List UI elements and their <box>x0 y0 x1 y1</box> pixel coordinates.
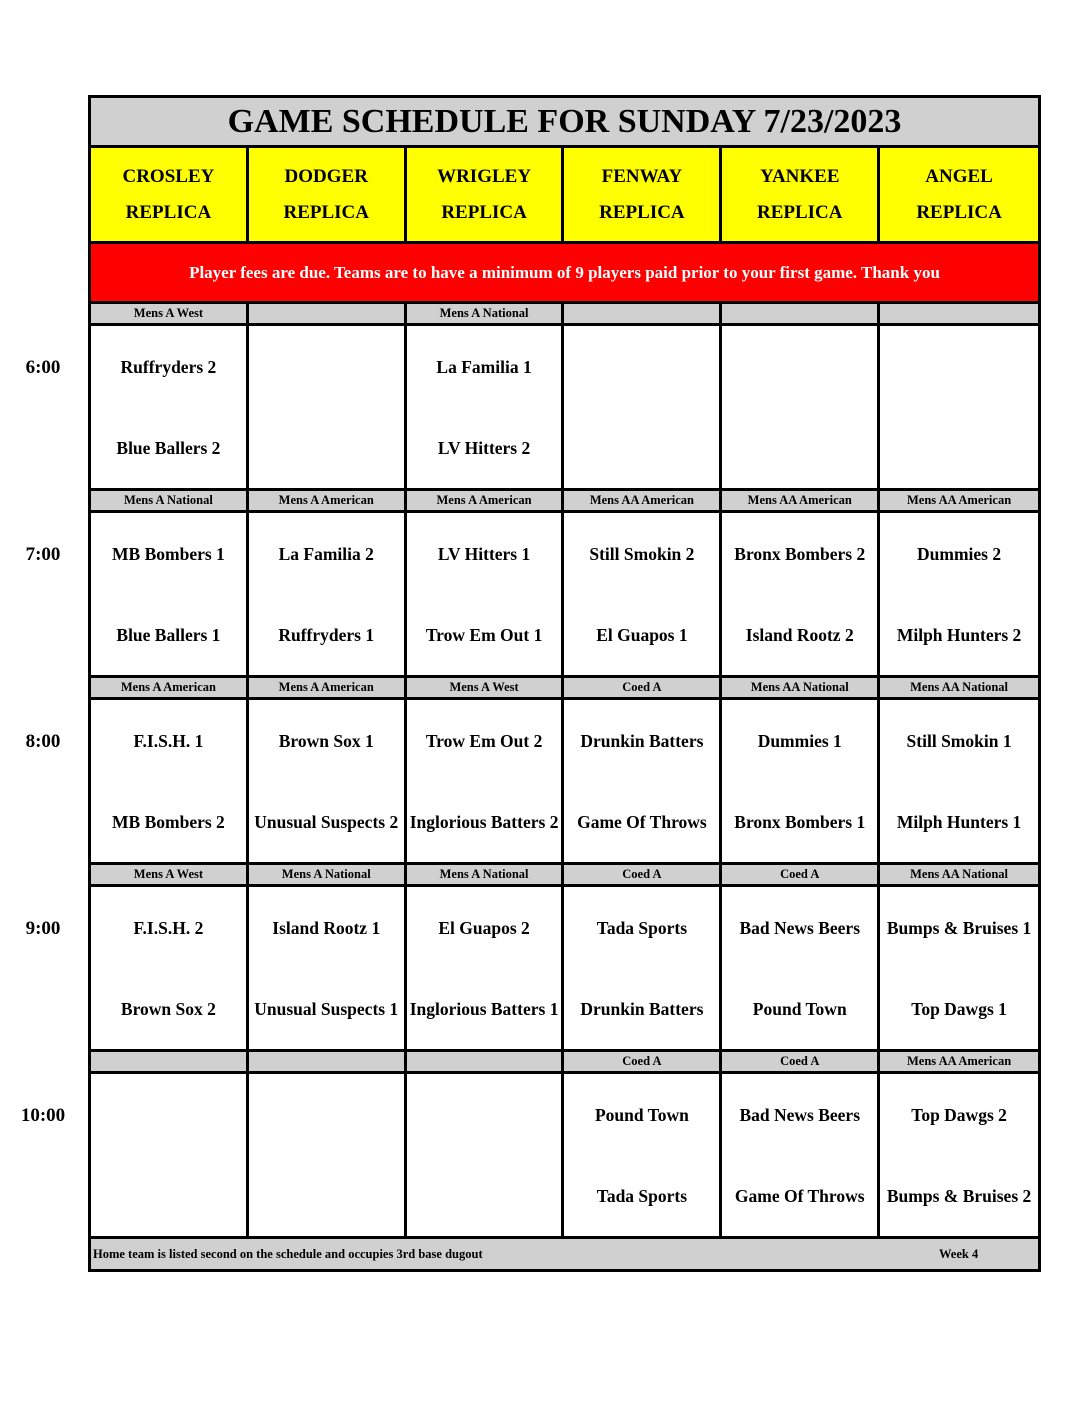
division-label: Mens AA National <box>722 678 880 697</box>
home-team <box>880 407 1038 488</box>
home-team: Unusual Suspects 2 <box>254 811 399 832</box>
division-row <box>91 678 1038 700</box>
field-header-row <box>91 148 1038 244</box>
away-team: Trow Em Out 2 <box>425 730 543 751</box>
home-team: El Guapos 1 <box>596 624 688 645</box>
away-team: La Familia 2 <box>278 543 374 564</box>
game-cell <box>249 513 407 675</box>
home-team: Pound Town <box>752 998 847 1019</box>
division-label: Mens AA National <box>880 678 1038 697</box>
division-label: Mens AA American <box>564 491 722 510</box>
division-row <box>91 1052 1038 1074</box>
home-team: Bumps & Bruises 2 <box>886 1185 1032 1206</box>
away-team: La Familia 1 <box>436 356 532 377</box>
footer-bar <box>91 1239 1038 1269</box>
time-label: 6:00 <box>25 357 61 378</box>
home-team: Inglorious Batters 2 <box>409 811 559 832</box>
away-team: Bronx Bombers 2 <box>734 543 866 564</box>
away-team: Bad News Beers <box>739 1104 861 1125</box>
division-label: Mens AA American <box>722 491 880 510</box>
game-row <box>91 1074 1038 1236</box>
home-team: Milph Hunters 2 <box>896 624 1022 645</box>
division-label: Mens A National <box>407 304 565 323</box>
division-label: Mens AA National <box>880 865 1038 884</box>
division-label <box>249 1052 407 1071</box>
away-team: Top Dawgs 2 <box>911 1104 1007 1125</box>
field-header-dodger <box>249 148 407 241</box>
away-team <box>249 1074 404 1155</box>
division-row <box>91 491 1038 513</box>
away-team: Bumps & Bruises 1 <box>886 917 1032 938</box>
time-slot <box>91 865 1038 1052</box>
away-team: Still Smokin 2 <box>589 543 695 564</box>
game-cell <box>91 887 249 1049</box>
game-cell <box>91 1074 249 1236</box>
game-cell <box>249 887 407 1049</box>
game-cell <box>880 1074 1038 1236</box>
division-label <box>564 304 722 323</box>
schedule-table <box>88 95 1041 1272</box>
division-label: Mens AA American <box>880 1052 1038 1071</box>
time-label: 7:00 <box>25 544 61 565</box>
division-label: Mens A National <box>249 865 407 884</box>
away-team: LV Hitters 1 <box>437 543 531 564</box>
division-label: Coed A <box>564 1052 722 1071</box>
field-name: WRIGLEY <box>437 165 532 187</box>
home-team <box>249 407 404 488</box>
away-team: Pound Town <box>594 1104 689 1125</box>
away-team: Island Rootz 1 <box>272 917 381 938</box>
away-team <box>880 326 1038 407</box>
home-team: Trow Em Out 1 <box>425 624 543 645</box>
away-team <box>407 1074 562 1155</box>
home-team: MB Bombers 2 <box>112 811 225 832</box>
home-team: Blue Ballers 1 <box>116 624 221 645</box>
game-cell <box>722 1074 880 1236</box>
game-cell <box>564 326 722 488</box>
game-cell <box>880 700 1038 862</box>
division-label <box>722 304 880 323</box>
away-team <box>722 326 877 407</box>
division-label: Coed A <box>722 1052 880 1071</box>
division-label: Mens A West <box>91 865 249 884</box>
time-label: 8:00 <box>25 731 61 752</box>
game-cell <box>407 887 565 1049</box>
division-row <box>91 304 1038 326</box>
home-team <box>91 1155 246 1236</box>
division-label <box>407 1052 565 1071</box>
time-slot <box>91 491 1038 678</box>
field-subtitle: REPLICA <box>599 201 685 223</box>
away-team: El Guapos 2 <box>438 917 530 938</box>
division-label: Mens A American <box>407 491 565 510</box>
home-team: Top Dawgs 1 <box>911 998 1007 1019</box>
field-header-wrigley <box>407 148 565 241</box>
away-team: Bad News Beers <box>739 917 861 938</box>
home-team: Brown Sox 2 <box>120 998 216 1019</box>
division-label: Mens AA American <box>880 491 1038 510</box>
field-subtitle: REPLICA <box>125 201 212 223</box>
page-title: GAME SCHEDULE FOR SUNDAY 7/23/2023 <box>91 98 1038 148</box>
field-name: ANGEL <box>925 165 993 187</box>
game-cell <box>722 887 880 1049</box>
home-team: LV Hitters 2 <box>437 437 531 458</box>
division-label: Mens A American <box>91 678 249 697</box>
game-cell <box>880 887 1038 1049</box>
game-row <box>91 700 1038 862</box>
field-subtitle: REPLICA <box>441 201 527 223</box>
away-team: F.I.S.H. 2 <box>133 917 204 938</box>
home-team: Inglorious Batters 1 <box>409 998 559 1019</box>
division-row <box>91 865 1038 887</box>
away-team: Dummies 2 <box>917 543 1002 564</box>
game-cell <box>91 513 249 675</box>
division-label: Mens A West <box>407 678 565 697</box>
time-slot <box>91 1052 1038 1239</box>
home-team: Island Rootz 2 <box>745 624 854 645</box>
division-label: Mens A National <box>91 491 249 510</box>
game-cell <box>880 326 1038 488</box>
game-row <box>91 887 1038 1049</box>
away-team: Tada Sports <box>596 917 688 938</box>
game-cell <box>564 1074 722 1236</box>
home-team-note: Home team is listed second on the schedule and occupies 3rd base dugout <box>93 1247 483 1261</box>
division-label <box>880 304 1038 323</box>
division-label: Mens A American <box>249 678 407 697</box>
home-team <box>407 1155 562 1236</box>
time-slot <box>91 304 1038 491</box>
field-header-fenway <box>564 148 722 241</box>
field-name: YANKEE <box>759 165 840 187</box>
game-row <box>91 513 1038 675</box>
division-label <box>249 304 407 323</box>
division-label: Mens A National <box>407 865 565 884</box>
home-team <box>249 1155 404 1236</box>
game-cell <box>249 1074 407 1236</box>
division-label: Mens A American <box>249 491 407 510</box>
home-team: Milph Hunters 1 <box>896 811 1022 832</box>
division-label: Coed A <box>564 865 722 884</box>
game-cell <box>880 513 1038 675</box>
game-cell <box>564 513 722 675</box>
game-cell <box>91 326 249 488</box>
home-team <box>722 407 877 488</box>
away-team: Ruffryders 2 <box>120 356 217 377</box>
home-team <box>564 407 719 488</box>
away-team: Drunkin Batters <box>580 730 704 751</box>
field-subtitle: REPLICA <box>916 201 1002 223</box>
time-label: 10:00 <box>20 1105 66 1126</box>
away-team: Brown Sox 1 <box>278 730 374 751</box>
away-team: Dummies 1 <box>757 730 842 751</box>
time-slot <box>91 678 1038 865</box>
game-cell <box>722 326 880 488</box>
game-cell <box>249 326 407 488</box>
field-header-crosley <box>91 148 249 241</box>
field-name: CROSLEY <box>122 165 215 187</box>
time-slots <box>91 304 1038 1239</box>
home-team: Drunkin Batters <box>580 998 704 1019</box>
away-team: F.I.S.H. 1 <box>133 730 204 751</box>
home-team: Blue Ballers 2 <box>116 437 221 458</box>
field-name: FENWAY <box>601 165 683 187</box>
away-team <box>564 326 719 407</box>
home-team: Bronx Bombers 1 <box>734 811 866 832</box>
home-team: Game Of Throws <box>577 811 707 832</box>
game-cell <box>722 700 880 862</box>
field-subtitle: REPLICA <box>283 201 369 223</box>
field-subtitle: REPLICA <box>756 201 843 223</box>
away-team <box>91 1074 246 1155</box>
game-cell <box>249 700 407 862</box>
home-team: Unusual Suspects 1 <box>254 998 399 1019</box>
game-cell <box>407 1074 565 1236</box>
away-team: Still Smokin 1 <box>906 730 1012 751</box>
away-team: MB Bombers 1 <box>112 543 225 564</box>
game-row <box>91 326 1038 488</box>
time-label: 9:00 <box>25 918 61 939</box>
field-header-angel <box>880 148 1038 241</box>
division-label: Coed A <box>722 865 880 884</box>
field-name: DODGER <box>284 165 368 187</box>
game-cell <box>564 887 722 1049</box>
home-team: Ruffryders 1 <box>278 624 375 645</box>
game-cell <box>722 513 880 675</box>
home-team: Game Of Throws <box>734 1185 865 1206</box>
game-cell <box>407 513 565 675</box>
division-label: Coed A <box>564 678 722 697</box>
division-label <box>91 1052 249 1071</box>
fee-notice-banner: Player fees are due. Teams are to have a minimum of 9 players paid prior to your first game. Thank you <box>91 244 1038 304</box>
division-label: Mens A West <box>91 304 249 323</box>
game-cell <box>91 700 249 862</box>
game-cell <box>407 700 565 862</box>
field-header-yankee <box>722 148 880 241</box>
away-team <box>249 326 404 407</box>
game-cell <box>407 326 565 488</box>
week-label: Week 4 <box>939 1247 979 1261</box>
home-team: Tada Sports <box>596 1185 688 1206</box>
game-cell <box>564 700 722 862</box>
